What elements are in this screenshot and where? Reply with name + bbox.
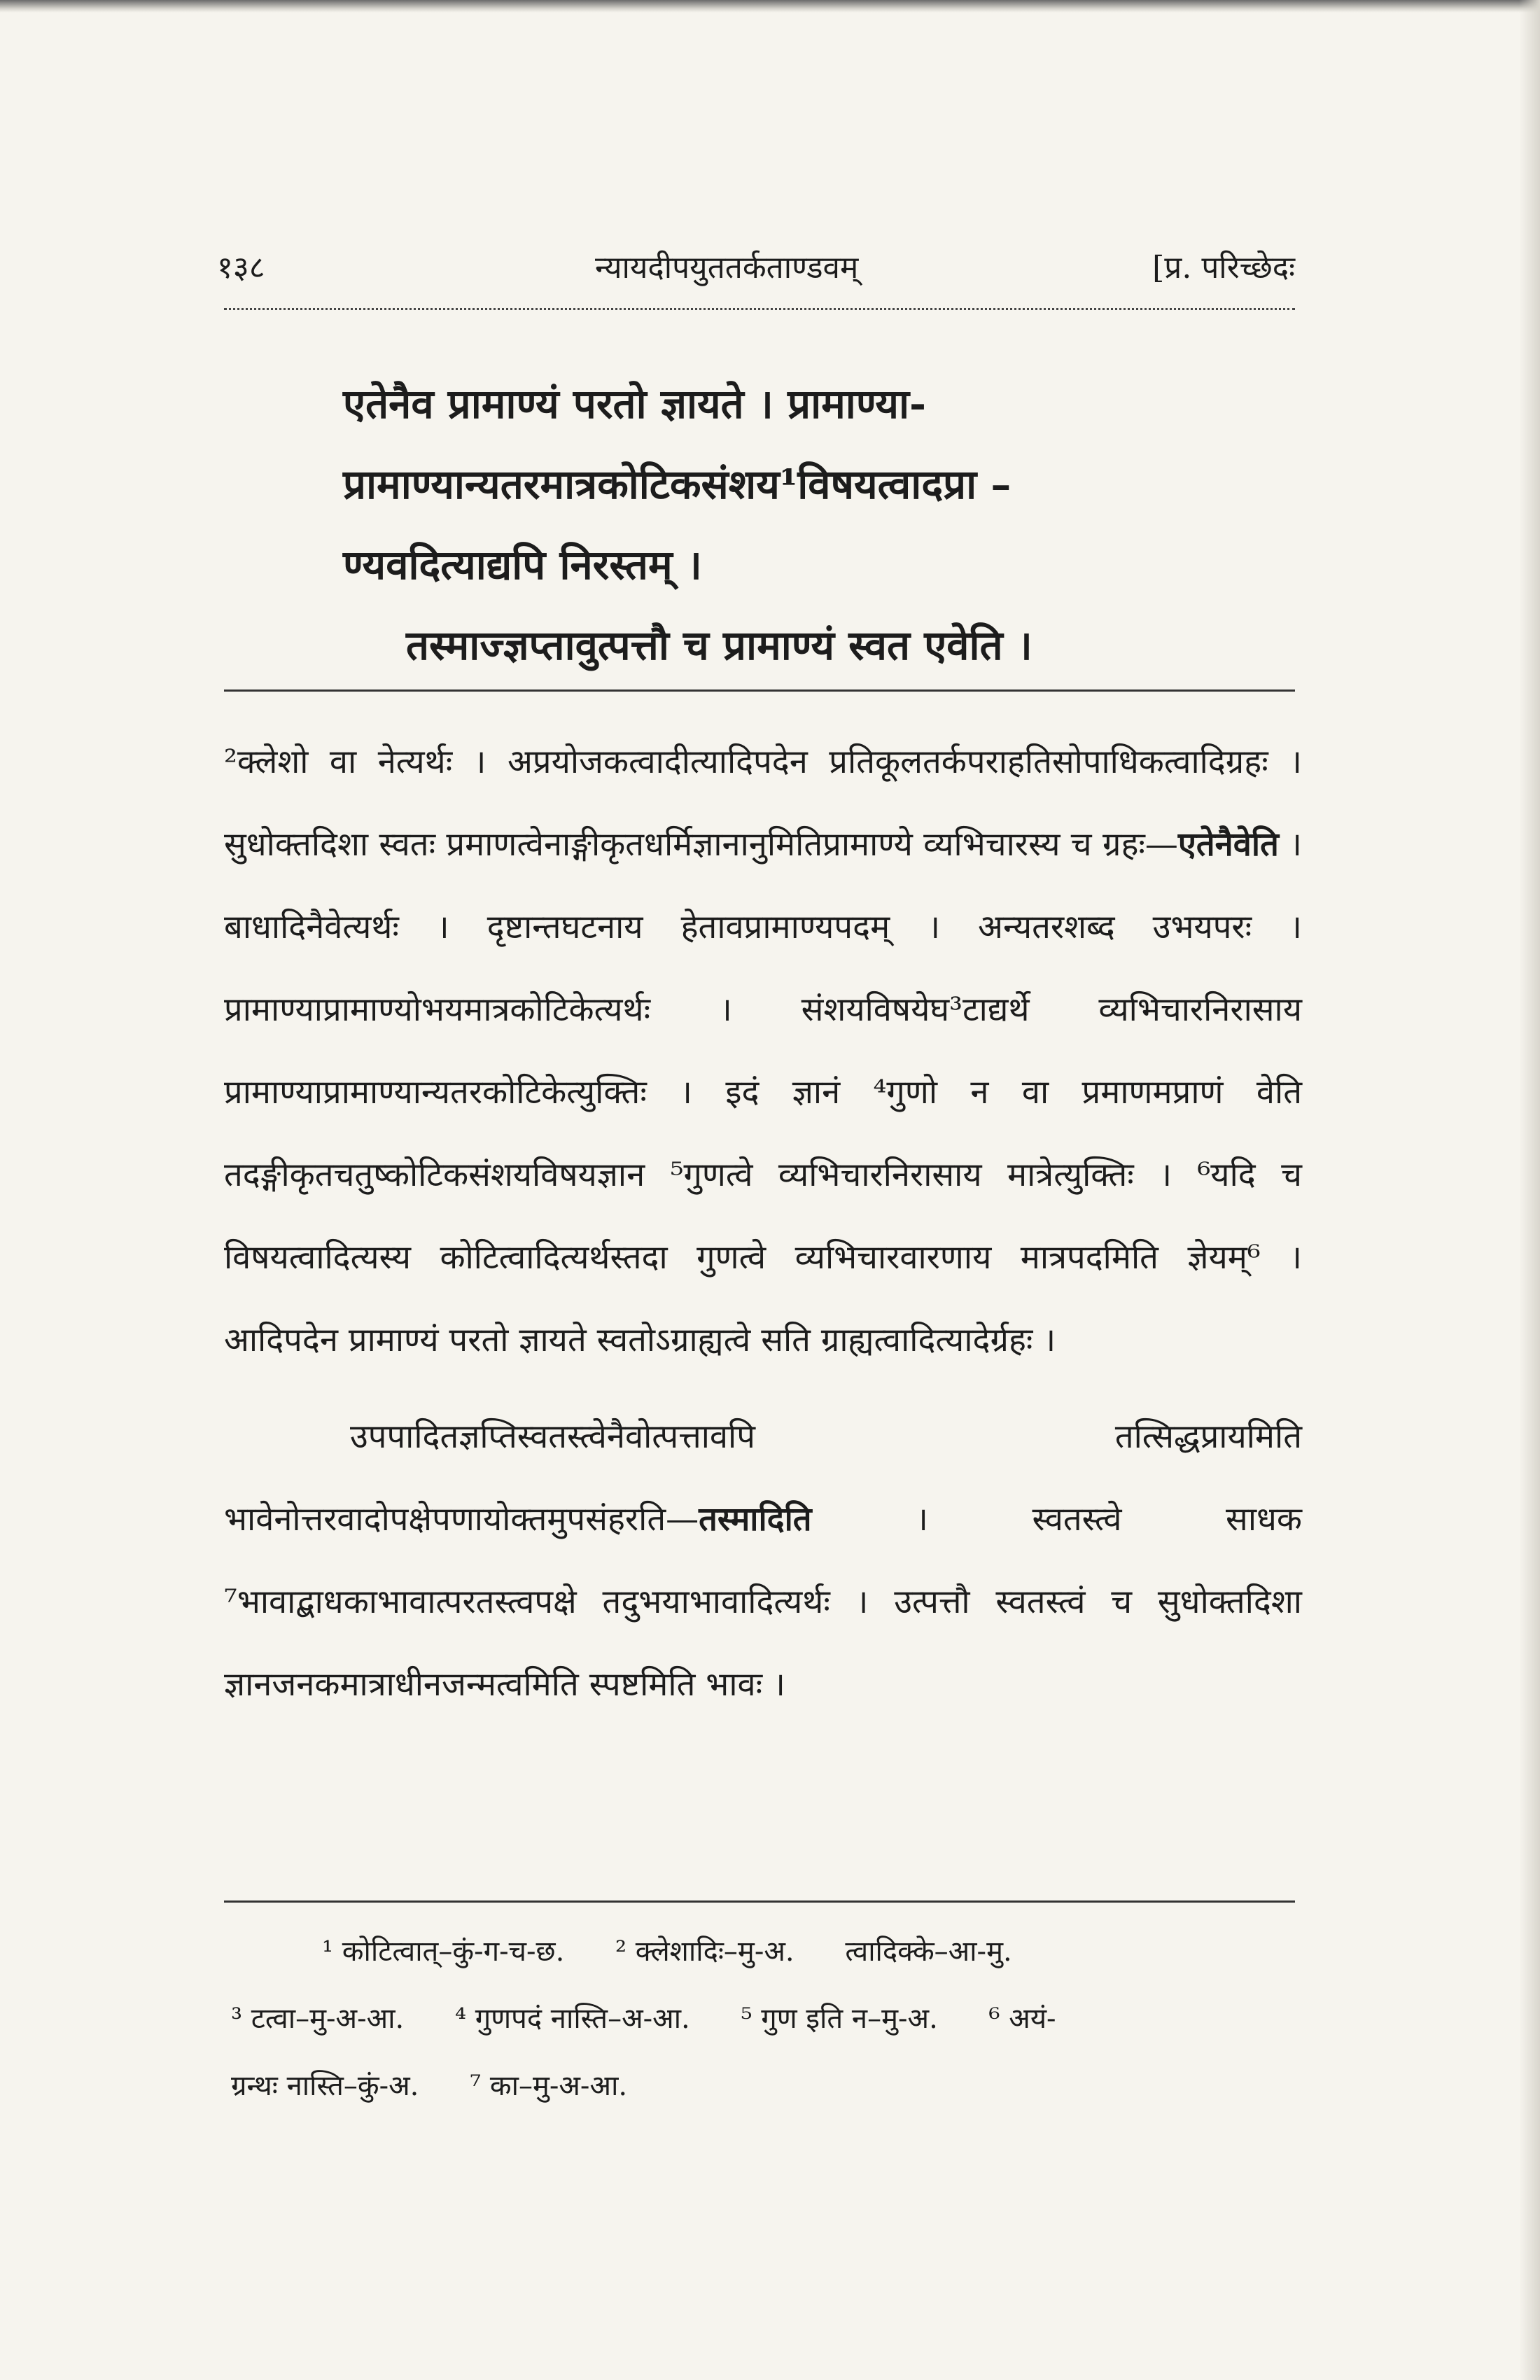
commentary-paragraph-1 (224, 721, 1302, 1382)
book-title: न्यायदीपयुततर्कताण्डवम् (595, 250, 859, 286)
footnote-3: ³ टत्वा–मु-अ-आ. (231, 2003, 405, 2035)
mula-line-4: तस्माज्ज्ञप्तावुत्पत्तौ च प्रामाण्यं स्वत एवेति । (406, 622, 1032, 669)
footnote-2: ² क्लेशादिः–मु-अ. (615, 1935, 794, 1968)
commentary (224, 721, 1302, 1726)
running-head (217, 245, 1295, 294)
commentary-text: । स्वतस्त्वे साधक ⁷भावाद्बाधकाभावात्परतस्त्वपक्षे तदुभयाभावादित्यर्थः । उत्पत्तौ स्वतस्त्वं च सुधोक्तदिशा ज्ञानजनकमात्राधीनजन्मत्वमिति स्पष्टमिति भावः । (224, 1500, 1302, 1704)
pratika: तस्मादिति (699, 1500, 812, 1539)
commentary-text: । बाधादिनैवेत्यर्थः । दृष्टान्तघटनाय हेतावप्रामाण्यपदम् । अन्यतरशब्द उभयपरः । प्रामाण्याप्रामाण्योभयमात्रकोटिकेत्यर्थः । संशयविषयेघ³टाद्यर्थे व्यभिचारनिरासाय प्रामाण्याप्रामाण्यान्यतरकोटिकेत्युक्तिः । इदं ज्ञानं ⁴गुणो न वा प्रमाणमप्राणं वेति तदङ्गीकृतचतुष्कोटिकसंशयविषयज्ञान ⁵गुणत्वे व्यभिचारनिरासाय मात्रेत्युक्तिः । ⁶यदि च विषयत्वादित्यस्य कोटित्वादित्यर्थस्तदा गुणत्वे व्यभिचारवारणाय मात्रपदमिति ज्ञेयम्⁶ । आदिपदेन प्रामाण्यं परतो ज्ञायते स्वतोऽग्राह्यत्वे सति ग्राह्यत्वादित्यादेर्ग्रहः । (224, 825, 1302, 1359)
footnote-5: ⁵ गुण इति न–मु-अ. (741, 2003, 938, 2035)
footnote-line-1 (231, 1918, 1295, 1985)
scan-edge-right (1519, 0, 1540, 2380)
footnote-divider (224, 1900, 1295, 1903)
commentary-text: उपपादितज्ञप्तिस्वतस्त्वेनैवोत्पत्तावपि तत्सिद्धप्रायमिति भावेनोत्तरवादोपक्षेपणायोक्तमुपसंहरति— (224, 1418, 1302, 1539)
scan-edge-top (0, 0, 1540, 13)
commentary-paragraph-2 (224, 1396, 1302, 1726)
page-number: १३८ (217, 250, 265, 286)
mula-text (343, 364, 1281, 686)
mula-line-2: प्रामाण्यान्यतरमात्रकोटिकसंशय¹विषयत्वादप्रा – (343, 461, 1011, 508)
footnote-7: ⁷ का–मु-अ-आ. (470, 2070, 628, 2102)
header-rule (224, 308, 1295, 314)
footnote-line-3 (231, 2052, 1295, 2120)
footnote-1: ¹ कोटित्वात्–कुं-ग-च-छ. (322, 1935, 565, 1968)
footnote-6: ⁶ अयं- (988, 2003, 1056, 2035)
pratika: एतेनैवेति (1177, 825, 1279, 864)
footnote-4: ⁴ गुणपदं नास्ति–अ-आ. (454, 2003, 690, 2035)
mula-line-1: एतेनैव प्रामाण्यं परतो ज्ञायते । प्रामाण्या- (343, 380, 927, 428)
mula-line-3: ण्यवदित्याद्यपि निरस्तम् । (343, 541, 702, 589)
commentary-text: ²क्लेशो वा नेत्यर्थः । अप्रयोजकत्वादीत्यादिपदेन प्रतिकूलतर्कपराहतिसोपाधिकत्वादिग्रहः । सुधोक्तदिशा स्वतः प्रमाणत्वेनाङ्गीकृतधर्मिज्ञानानुमितिप्रामाण्ये व्यभिचारस्य च ग्रहः— (224, 743, 1302, 864)
footnote-line-2 (231, 1985, 1295, 2052)
footnote-6b: ग्रन्थः नास्ति–कुं-अ. (231, 2070, 419, 2102)
footnotes (231, 1918, 1295, 2120)
mula-divider (224, 690, 1295, 692)
section-label: [प्र. परिच्छेदः (1152, 250, 1295, 286)
footnote-2b: त्वादिक्के–आ-मु. (845, 1935, 1012, 1968)
